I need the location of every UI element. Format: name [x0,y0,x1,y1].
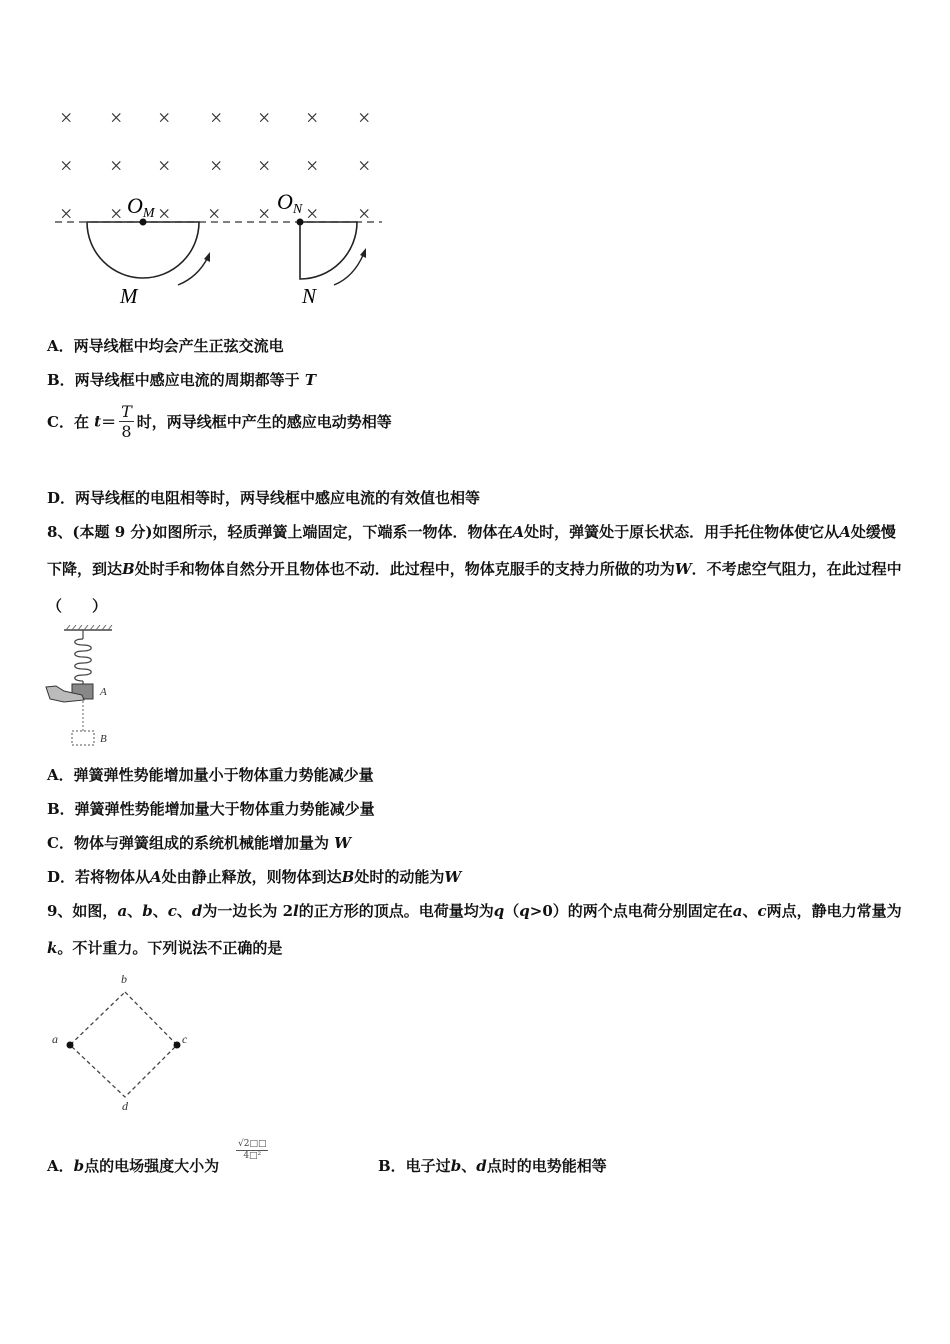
spring-coil [75,639,92,681]
q8-stem: 8、(本题 9 分)如图所示，轻质弹簧上端固定，下端系一物体．物体在A处时，弹簧处于原长状态．用手托住物体使它从A处缓慢下降，到达B处时手和物体自然分开且物体也不动．此过程中，物体克服手的支持力所做的功为W．不考虑空气阻力，在此过程中（ ） [47,523,902,615]
pivot-on [297,219,304,226]
cross-mark: × [210,153,223,178]
label-on: ON [277,189,303,217]
q8-option-a: A．弹簧弹性势能增加量小于物体重力势能减少量 [47,766,374,784]
spring-figure [42,625,132,750]
rotation-arrow-m-head [204,252,210,262]
vertex-b-label: b [121,972,127,986]
cross-mark: × [110,201,123,226]
cross-mark: × [258,153,271,178]
rotation-arrow-n-head [360,248,366,258]
q9-option-a: A．b点的电场强度大小为 [47,1157,220,1175]
cross-mark: × [306,201,319,226]
magnetic-field-figure [50,95,395,315]
cross-mark: × [158,105,171,130]
q8-option-c: C．物体与弹簧组成的系统机械能增加量为 W [47,834,352,852]
q9-stem: 9、如图，a、b、c、d为一边长为 2l的正方形的顶点。电荷量均为q（q>0）的两个点电荷分别固定在a、c两点，静电力常量为k。不计重力。下列说法不正确的是 [47,902,902,957]
label-m: M [120,284,138,308]
q9-option-b: B．电子过b、d点时的电势能相等 [378,1157,607,1175]
vertex-d-label: d [122,1099,128,1113]
cross-mark: × [110,105,123,130]
cross-mark: × [158,153,171,178]
quarter-circle-loop-n [300,222,357,279]
cross-mark: × [306,153,319,178]
q7-option-b: B．两导线框中感应电流的周期都等于 T [47,371,317,389]
cross-mark: × [258,201,271,226]
cross-mark: × [358,153,371,178]
position-b-box [72,731,94,745]
fraction-t-over-8: $\frac{T}{8}$ [121,402,132,441]
vertex-c-label: c [182,1032,188,1046]
cross-mark: × [60,105,73,130]
cross-mark: × [358,105,371,130]
q8-option-d: D．若将物体从A处由静止释放，则物体到达B处时的动能为W [47,868,462,886]
q8-option-b: B．弹簧弹性势能增加量大于物体重力势能减少量 [47,800,375,818]
spring-label-a: A [100,686,107,698]
q7-option-d: D．两导线框的电阻相等时，两导线框中感应电流的有效值也相等 [47,489,481,507]
label-n: N [302,284,317,308]
charge-a [67,1042,74,1049]
q9-option-a-fraction: √2□□ 4□² [238,1139,267,1161]
rotation-arrow-n [334,253,364,285]
field-crosses [60,105,370,226]
cross-mark: × [358,201,371,226]
cross-mark: × [306,105,319,130]
vertex-a-label: a [52,1032,58,1046]
semicircle-loop-m [87,222,199,278]
q7-option-a: A．两导线框中均会产生正弦交流电 [47,337,284,355]
cross-mark: × [158,201,171,226]
label-om: OM [127,193,155,221]
cross-mark: × [258,105,271,130]
charge-c [174,1042,181,1049]
cross-mark: × [60,153,73,178]
cross-mark: × [210,105,223,130]
cross-mark: × [208,201,221,226]
square-outline [70,992,177,1097]
cross-mark: × [60,201,73,226]
q7-option-c: C．在 t＝ $\frac{T}{8}$ 时，两导线框中产生的感应电动势相等 [47,402,392,441]
square-figure [45,965,205,1115]
cross-mark: × [110,153,123,178]
spring-label-b: B [100,733,107,745]
